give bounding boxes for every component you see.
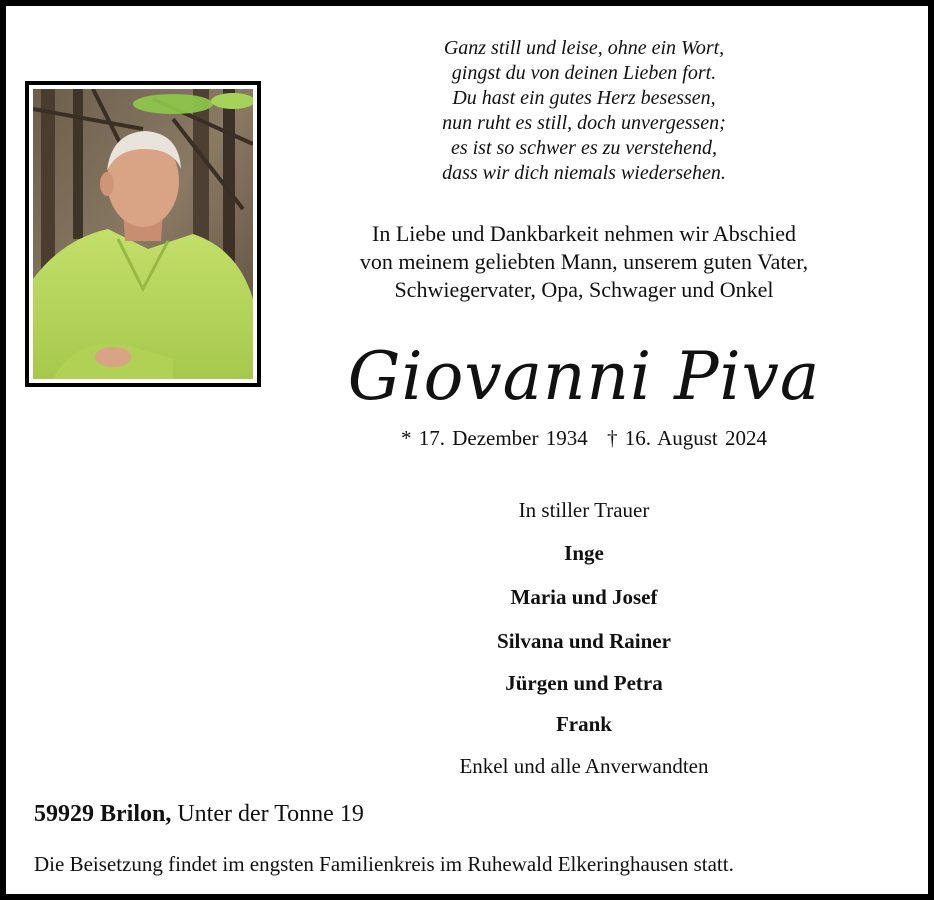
mourning-heading: In stiller Trauer [518,498,650,522]
mourner-name: Silvana und Rainer [497,629,671,653]
birth-date: * 17. Dezember 1934 [400,426,588,450]
address-street: Unter der Tonne 19 [177,801,364,827]
farewell-intro [266,220,902,304]
poem-line: nun ruht es still, doch unvergessen; [442,112,726,134]
mourner-name: Maria und Josef [510,585,658,609]
death-date: † 16. August 2024 [607,426,768,450]
address-city: 59929 Brilon, [34,801,172,827]
address [34,798,364,830]
mourner-name: Frank [555,712,612,736]
mourner-name: Jürgen und Petra [505,671,663,695]
deceased-name: Giovanni Piva [347,338,821,415]
relatives-line: Enkel und alle Anverwandten [459,754,709,778]
mourner-name: Inge [564,541,604,565]
funeral-note: Die Beisetzung findet im engsten Familienkreis im Ruhewald Elkeringhausen statt. [34,852,734,876]
portrait-image [33,89,253,379]
intro-line: Schwiegervater, Opa, Schwager und Onkel [394,277,774,302]
poem-line: Du hast ein gutes Herz besessen, [452,87,716,109]
poem-line: gingst du von deinen Lieben fort. [451,62,717,84]
poem [266,36,902,186]
poem-line: Ganz still und leise, ohne ein Wort, [443,37,725,59]
life-dates [266,424,902,452]
portrait-photo [25,81,261,387]
poem-line: dass wir dich niemals wiedersehen. [442,162,726,184]
poem-line: es ist so schwer es zu verstehend, [450,137,718,159]
intro-line: In Liebe und Dankbarkeit nehmen wir Abschied [372,221,796,246]
intro-line: von meinem geliebten Mann, unserem guten Vater, [359,249,809,274]
